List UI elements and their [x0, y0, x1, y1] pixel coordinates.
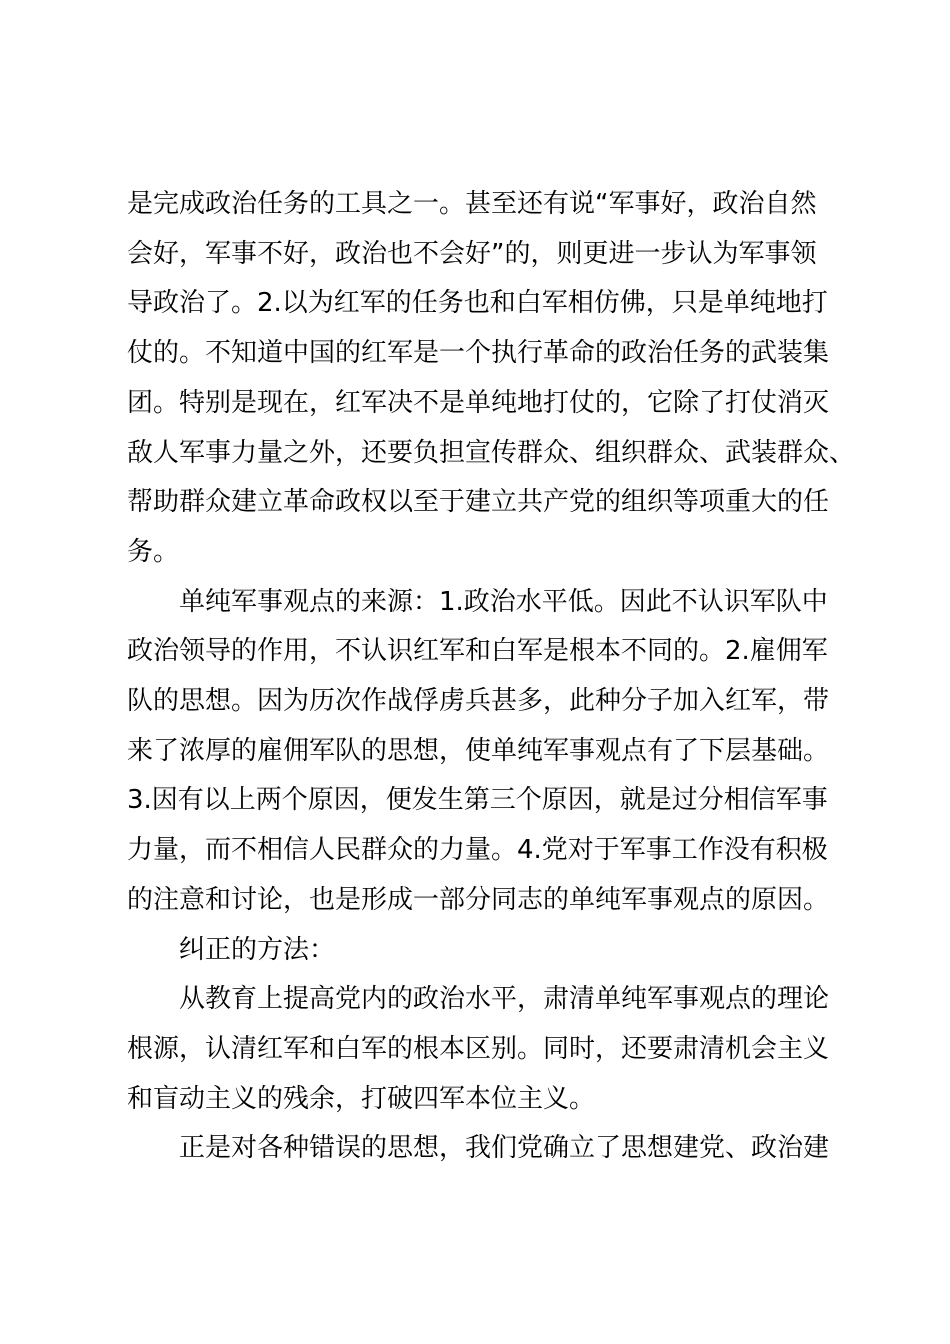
- text-line: 从教育上提高党内的政治水平，肃清单纯军事观点的理论: [179, 984, 830, 1015]
- text-line: 仗的。不知道中国的红军是一个执行革命的政治任务的武装集: [127, 338, 830, 369]
- text-line: 务。: [127, 536, 180, 567]
- text-line: 正是对各种错误的思想，我们党确立了思想建党、政治建: [179, 1133, 830, 1164]
- text-line: 单纯军事观点的来源：1.政治水平低。因此不认识军队中: [179, 586, 828, 617]
- document-body: [127, 180, 856, 1174]
- text-line: 敌人军事力量之外，还要负担宣传群众、组织群众、武装群众、: [127, 437, 856, 468]
- text-line: 和盲动主义的残余，打破四军本位主义。: [127, 1083, 596, 1114]
- text-line: 团。特别是现在，红军决不是单纯地打仗的，它除了打仗消灭: [127, 387, 830, 418]
- text-line: 力量，而不相信人民群众的力量。4.党对于军事工作没有积极: [127, 835, 828, 866]
- paragraph-5: [127, 1124, 842, 1174]
- text-line: 来了浓厚的雇佣军队的思想，使单纯军事观点有了下层基础。: [127, 735, 830, 766]
- text-line: 帮助群众建立革命政权以至于建立共产党的组织等项重大的任: [127, 487, 830, 518]
- text-line: 导政治了。2.以为红军的任务也和白军相仿佛，只是单纯地打: [127, 288, 828, 319]
- text-line: 根源，认清红军和白军的根本区别。同时，还要肃清机会主义: [127, 1033, 830, 1064]
- text-line: 是完成政治任务的工具之一。甚至还有说“军事好，政治自然: [127, 189, 817, 219]
- text-line: 队的思想。因为历次作战俘虏兵甚多，此种分子加入红军，带: [127, 686, 830, 717]
- text-line: 3.因有以上两个原因，便发生第三个原因，就是过分相信军事: [127, 785, 828, 816]
- text-line: 政治领导的作用，不认识红军和白军是根本不同的。2.雇佣军: [127, 636, 828, 667]
- paragraph-3: [127, 926, 842, 976]
- text-line: 纠正的方法：: [179, 934, 336, 965]
- paragraph-4: [127, 975, 842, 1124]
- text-line: 会好，军事不好，政治也不会好”的，则更进一步认为军事领: [127, 238, 817, 269]
- text-line: 的注意和讨论，也是形成一部分同志的单纯军事观点的原因。: [127, 884, 830, 915]
- paragraph-1: [127, 180, 856, 578]
- paragraph-2: [127, 578, 842, 926]
